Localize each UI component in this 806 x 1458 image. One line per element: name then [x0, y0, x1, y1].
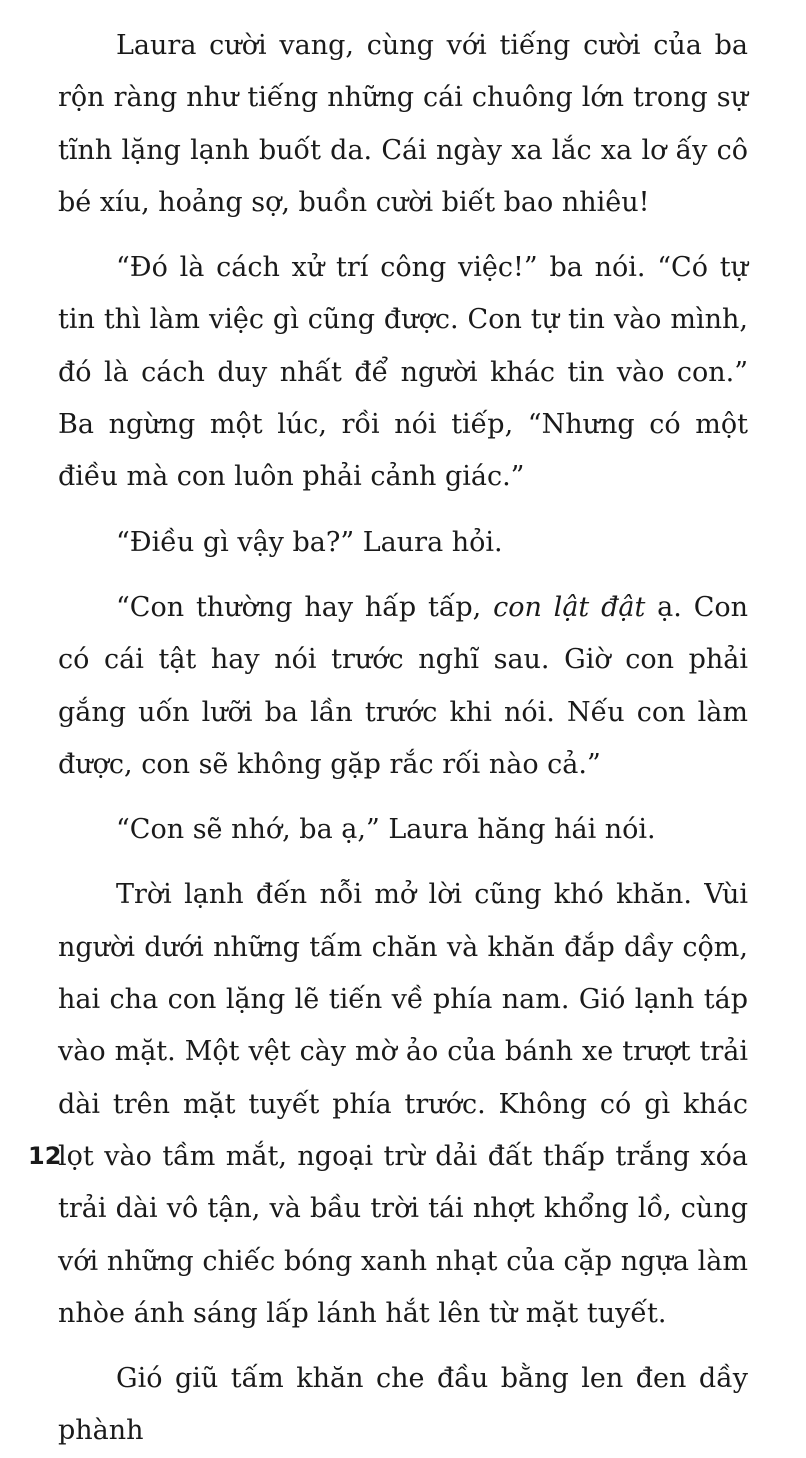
paragraph: Trời lạnh đến nỗi mở lời cũng khó khăn. Vùi người dưới những tấm chăn và khăn đắp dầy cộm, hai cha con lặng lẽ tiến về phía nam. Gió lạnh táp vào mặt. Một vệt cày mờ ảo của bánh xe trượt trải dài trên mặt tuyết phía trước. Không có gì khác lọt vào tầm mắt, ngoại trừ dải đất thấp trắng xóa trải dài vô tận, và bầu trời tái nhợt khổng lồ, cùng với những chiếc bóng xanh nhạt của cặp ngựa làm nhòe ánh sáng lấp lánh hắt lên từ mặt tuyết. — [58, 879, 748, 1329]
paragraph-text: “Con thường hay hấp tấp, — [116, 591, 494, 623]
paragraph — [58, 582, 748, 791]
paragraph: Gió giũ tấm khăn che đầu bằng len đen dầy phành — [58, 1363, 748, 1447]
paragraph: Laura cười vang, cùng với tiếng cười của ba rộn ràng như tiếng những cái chuông lớn trong sự tĩnh lặng lạnh buốt da. Cái ngày xa lắc xa lơ ấy cô bé xíu, hoảng sợ, buồn cười biết bao nhiêu! — [58, 30, 748, 218]
paragraph-text: ạ. Con có cái tật hay nói trước nghĩ sau. Giờ con phải gắng uốn lưỡi ba lần trước khi nói. Nếu con làm được, con sẽ không gặp rắc rối nào cả.” — [58, 591, 749, 780]
paragraph: “Điều gì vậy ba?” Laura hỏi. — [116, 526, 503, 558]
paragraph: “Đó là cách xử trí công việc!” ba nói. “Có tự tin thì làm việc gì cũng được. Con tự tin vào mình, đó là cách duy nhất để người khác tin vào con.” Ba ngừng một lúc, rồi nói tiếp, “Nhưng có một điều mà con luôn phải cảnh giác.” — [58, 252, 748, 493]
paragraph: “Con sẽ nhớ, ba ạ,” Laura hăng hái nói. — [116, 814, 656, 846]
body-text — [58, 20, 748, 1458]
italic-phrase: con lật đật — [493, 591, 646, 623]
page-number: 12 — [28, 1142, 62, 1170]
